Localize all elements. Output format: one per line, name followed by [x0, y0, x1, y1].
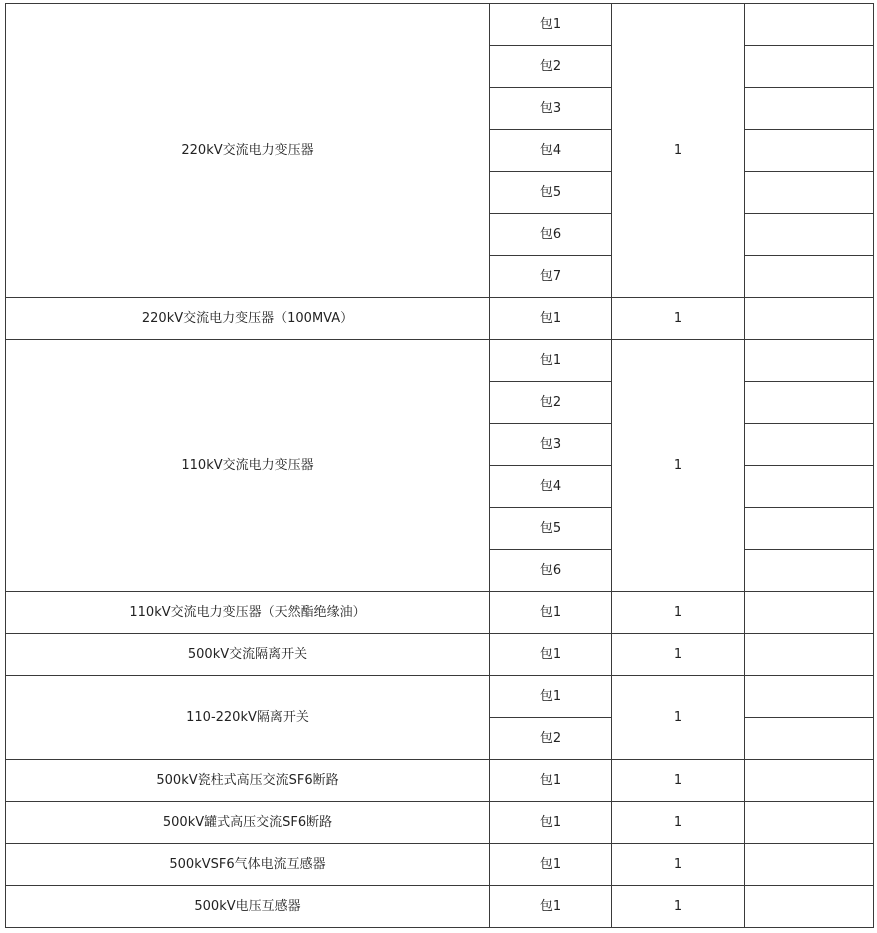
package-cell: 包1 — [490, 298, 612, 340]
package-cell: 包1 — [490, 802, 612, 844]
equipment-name-cell: 500kV罐式高压交流SF6断路 — [6, 802, 490, 844]
quantity-cell: 1 — [612, 298, 745, 340]
table-row — [6, 886, 874, 928]
table-row — [6, 592, 874, 634]
blank-cell — [745, 4, 874, 46]
package-cell: 包1 — [490, 4, 612, 46]
blank-cell — [745, 298, 874, 340]
quantity-cell: 1 — [612, 802, 745, 844]
equipment-name-cell: 500kVSF6气体电流互感器 — [6, 844, 490, 886]
package-cell: 包5 — [490, 508, 612, 550]
package-cell: 包1 — [490, 760, 612, 802]
equipment-name-cell: 110-220kV隔离开关 — [6, 676, 490, 760]
table-row — [6, 844, 874, 886]
table-row — [6, 760, 874, 802]
blank-cell — [745, 886, 874, 928]
package-cell: 包6 — [490, 550, 612, 592]
blank-cell — [745, 88, 874, 130]
table-row — [6, 340, 874, 382]
quantity-cell: 1 — [612, 592, 745, 634]
quantity-cell: 1 — [612, 676, 745, 760]
equipment-name-cell: 500kV交流隔离开关 — [6, 634, 490, 676]
equipment-table-body — [6, 4, 874, 928]
equipment-name-cell: 500kV瓷柱式高压交流SF6断路 — [6, 760, 490, 802]
quantity-cell: 1 — [612, 340, 745, 592]
equipment-name-cell: 110kV交流电力变压器（天然酯绝缘油） — [6, 592, 490, 634]
quantity-cell: 1 — [612, 844, 745, 886]
blank-cell — [745, 718, 874, 760]
package-cell: 包1 — [490, 676, 612, 718]
quantity-cell: 1 — [612, 634, 745, 676]
blank-cell — [745, 46, 874, 88]
blank-cell — [745, 760, 874, 802]
blank-cell — [745, 172, 874, 214]
package-cell: 包1 — [490, 592, 612, 634]
blank-cell — [745, 508, 874, 550]
table-row — [6, 634, 874, 676]
equipment-name-cell: 110kV交流电力变压器 — [6, 340, 490, 592]
equipment-name-cell: 220kV交流电力变压器（100MVA） — [6, 298, 490, 340]
quantity-cell: 1 — [612, 760, 745, 802]
blank-cell — [745, 382, 874, 424]
table-row — [6, 4, 874, 46]
package-cell: 包4 — [490, 466, 612, 508]
table-row — [6, 802, 874, 844]
blank-cell — [745, 676, 874, 718]
blank-cell — [745, 634, 874, 676]
package-cell: 包1 — [490, 886, 612, 928]
package-cell: 包3 — [490, 88, 612, 130]
equipment-name-cell: 500kV电压互感器 — [6, 886, 490, 928]
package-cell: 包2 — [490, 46, 612, 88]
quantity-cell: 1 — [612, 4, 745, 298]
blank-cell — [745, 592, 874, 634]
table-row — [6, 676, 874, 718]
package-cell: 包2 — [490, 718, 612, 760]
blank-cell — [745, 340, 874, 382]
blank-cell — [745, 256, 874, 298]
package-cell: 包3 — [490, 424, 612, 466]
blank-cell — [745, 130, 874, 172]
blank-cell — [745, 844, 874, 886]
package-cell: 包1 — [490, 844, 612, 886]
quantity-cell: 1 — [612, 886, 745, 928]
equipment-name-cell: 220kV交流电力变压器 — [6, 4, 490, 298]
package-cell: 包7 — [490, 256, 612, 298]
package-cell: 包1 — [490, 634, 612, 676]
package-cell: 包4 — [490, 130, 612, 172]
blank-cell — [745, 424, 874, 466]
blank-cell — [745, 466, 874, 508]
blank-cell — [745, 550, 874, 592]
package-cell: 包6 — [490, 214, 612, 256]
table-row — [6, 298, 874, 340]
equipment-table — [5, 3, 874, 928]
package-cell: 包2 — [490, 382, 612, 424]
package-cell: 包5 — [490, 172, 612, 214]
blank-cell — [745, 802, 874, 844]
blank-cell — [745, 214, 874, 256]
package-cell: 包1 — [490, 340, 612, 382]
